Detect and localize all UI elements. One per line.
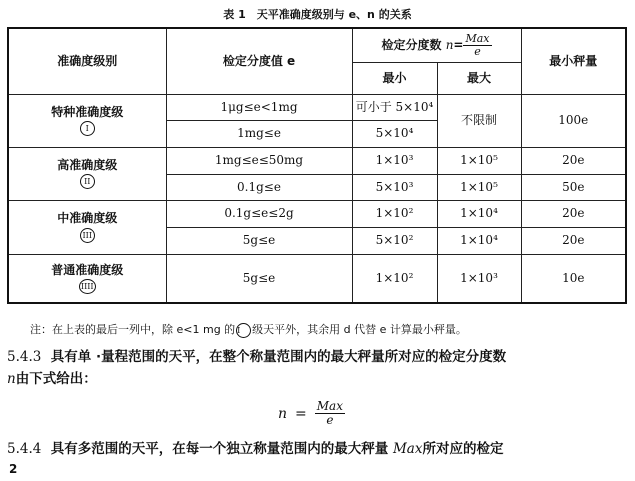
- paragraph-5-4-4: 5.4.4 具有多范围的天平，在每一个独立称量范围内的最大秤量 Max所对应的检定: [7, 441, 504, 457]
- table-row: 特种准确度级 I 1μg≤e<1mg 可小于 5×10⁴ 不限制 100e: [8, 94, 626, 120]
- paragraph-5-4-3: 5.4.3 具有单 ·量程范围的天平，在整个称量范围内的最大秤量所对应的检定分度数 n由下式给出：: [7, 349, 507, 387]
- header-verification-interval: 检定分度值 e: [166, 28, 352, 94]
- table-row: 5g≤e 5×10² 1×10⁴ 20e: [8, 227, 626, 254]
- roman-numeral-badge: I: [236, 323, 251, 338]
- roman-numeral-badge: III: [80, 228, 95, 243]
- formula-fraction: $\frac{\text{Max}}{e}$: [316, 399, 343, 428]
- roman-numeral-badge: II: [80, 174, 95, 189]
- header-max: 最大: [437, 62, 521, 94]
- header-fraction: $\frac{\text{Max}}{e}$: [465, 31, 490, 58]
- table-row: 1mg≤e 5×10⁴: [8, 120, 626, 147]
- class-cell-ordinary: 普通准确度级 IIII: [8, 254, 166, 303]
- class-cell-medium: 中准确度级 III: [8, 200, 166, 254]
- table-row: 高准确度级 II 1mg≤e≤50mg 1×10³ 1×10⁵ 20e: [8, 147, 626, 174]
- formula: n = $\frac{\text{Max}}{e}$: [278, 399, 343, 428]
- table-row: 普通准确度级 IIII 5g≤e 1×10² 1×10³ 10e: [8, 254, 626, 303]
- accuracy-class-table: [7, 27, 627, 304]
- class-cell-special: 特种准确度级 I: [8, 94, 166, 147]
- roman-numeral-badge: I: [80, 121, 95, 136]
- class-cell-high: 高准确度级 II: [8, 147, 166, 200]
- header-min-load: 最小秤量: [521, 28, 626, 94]
- header-min: 最小: [352, 62, 437, 94]
- table-row: 0.1g≤e 5×10³ 1×10⁵ 50e: [8, 174, 626, 200]
- table-caption: 表 1 天平准确度级别与 e、n 的关系: [223, 8, 412, 21]
- page-number: 2: [9, 462, 18, 476]
- header-accuracy-class: 准确度级别: [8, 28, 166, 94]
- header-number-of-intervals: 检定分度数 n= $\frac{\text{Max}}{e}$: [352, 28, 521, 62]
- roman-numeral-badge: IIII: [79, 279, 96, 294]
- table-note: 注：在上表的最后一列中，除 e<1 mg 的 I 级天平外，其余用 d 代替 e 计算最小秤量。: [30, 323, 467, 336]
- table-row: 中准确度级 III 0.1g≤e≤2g 1×10² 1×10⁴ 20e: [8, 200, 626, 227]
